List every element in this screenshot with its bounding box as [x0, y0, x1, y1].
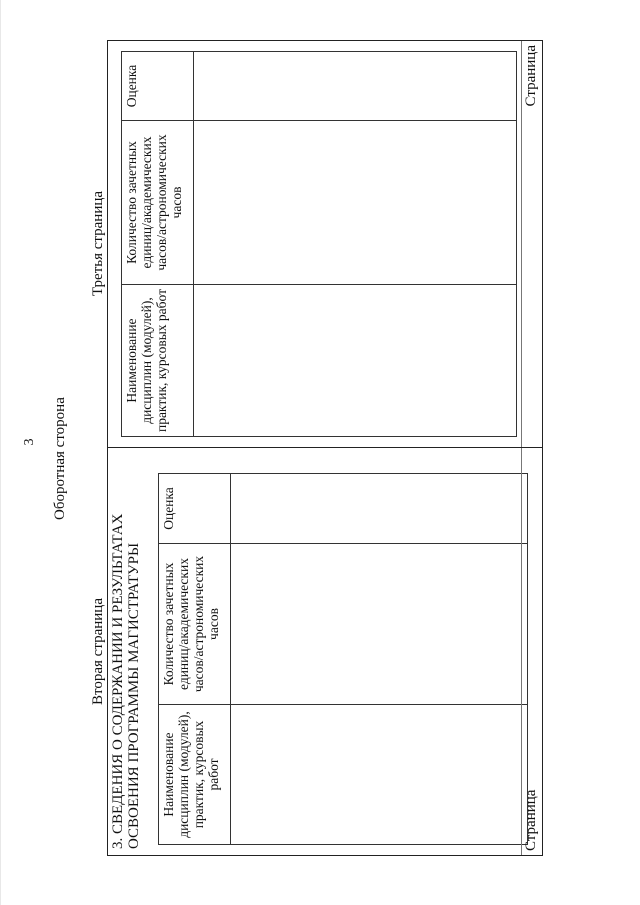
second-page-table [158, 473, 528, 845]
footer-line [521, 448, 522, 855]
form-spread [89, 40, 543, 856]
table-cell [194, 285, 517, 437]
table-header-row [159, 474, 231, 845]
side-title: Оборотная сторона [52, 397, 68, 520]
column-header-credits: Количество зачетных единиц/академических часов/астрономических часов [122, 121, 194, 285]
third-page-title: Третья страница [90, 190, 106, 297]
column-header-grade: Оценка [159, 474, 231, 544]
table-row [231, 474, 528, 845]
third-page-table [121, 51, 517, 437]
column-header-grade: Оценка [122, 52, 194, 121]
section-heading: 3. СВЕДЕНИЯ О СОДЕРЖАНИИ И РЕЗУЛЬТАТАХ ОСВОЕНИЯ ПРОГРАММЫ МАГИСТРАТУРЫ [110, 513, 142, 849]
table-cell [231, 705, 528, 845]
second-page-title: Вторая страница [90, 598, 106, 705]
table-cell [194, 121, 517, 285]
third-page [89, 40, 543, 447]
table-row [194, 52, 517, 437]
column-header-disciplines: Наименование дисциплин (модулей), практик, курсовых работ [159, 705, 231, 845]
table-header-row [122, 52, 194, 437]
column-header-credits: Количество зачетных единиц/академических часов/астрономических часов [159, 544, 231, 705]
footer-line [521, 41, 522, 447]
column-header-disciplines: Наименование дисциплин (модулей), практик, курсовых работ [122, 285, 194, 437]
second-page-footer-label: Страница [523, 789, 539, 851]
table-cell [194, 52, 517, 121]
third-page-footer-label: Страница [523, 45, 539, 107]
second-page-frame [107, 447, 543, 856]
third-page-frame [107, 40, 543, 447]
second-page [89, 447, 543, 856]
table-cell [231, 474, 528, 544]
page-number: 3 [22, 438, 37, 446]
table-cell [231, 544, 528, 705]
